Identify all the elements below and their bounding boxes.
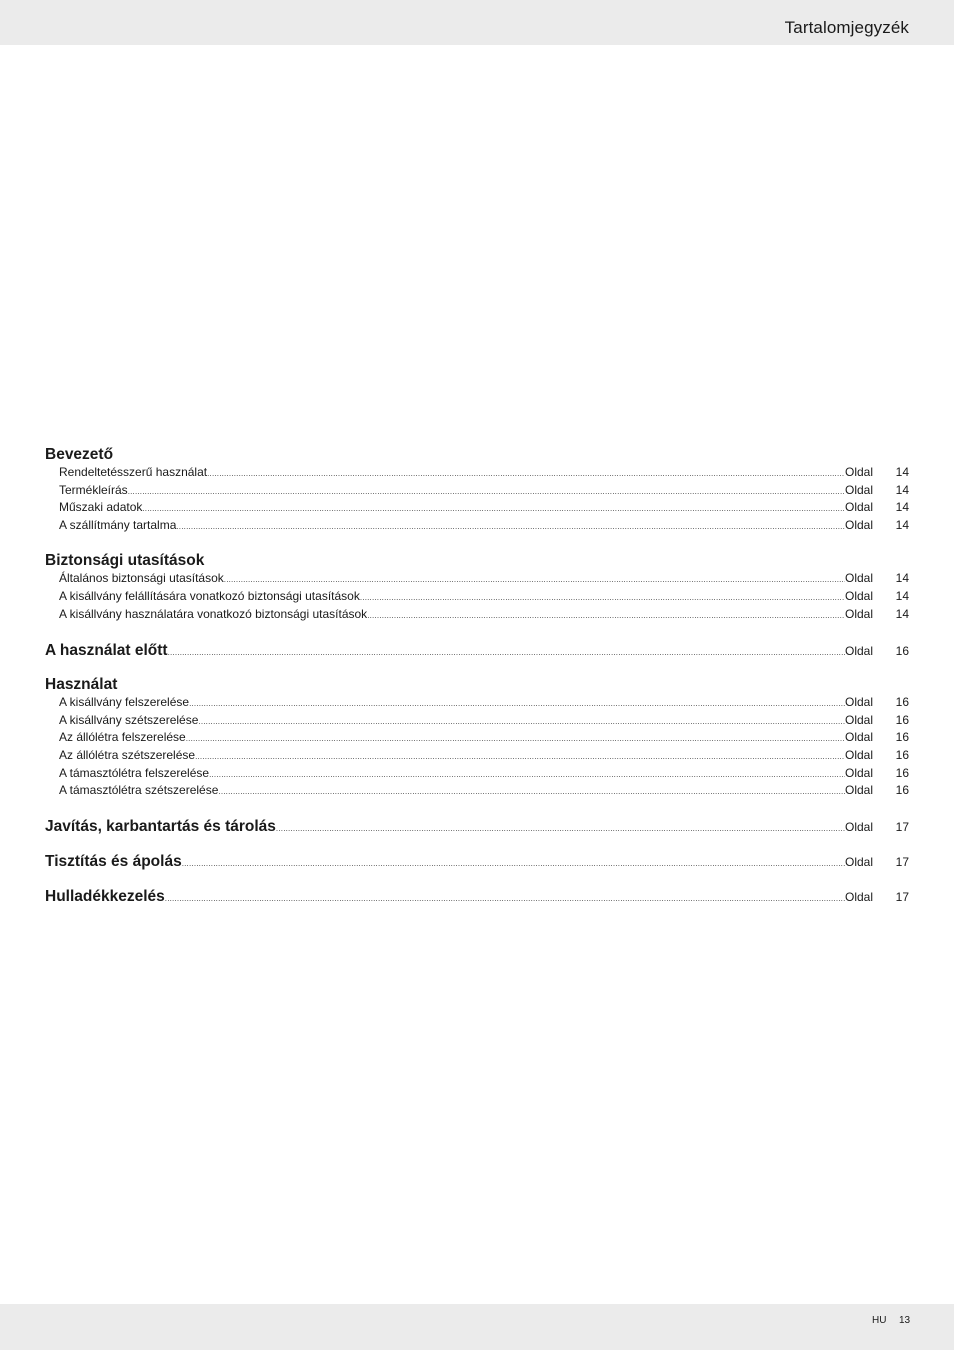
- page-number: 14: [895, 465, 909, 479]
- page-number: 16: [895, 747, 909, 762]
- page-number: 17: [895, 820, 909, 835]
- entry-label: A kisállvány használatára vonatkozó biztonsági utasítások: [59, 606, 368, 621]
- dot-leader: [360, 589, 845, 607]
- toc-entry-main[interactable]: [45, 852, 909, 887]
- page-word: Oldal: [845, 855, 874, 870]
- entry-label: Az állólétra felszerelése: [59, 730, 186, 745]
- page-word: Oldal: [845, 500, 874, 515]
- toc-entry[interactable]: [45, 464, 909, 482]
- toc-entry-main[interactable]: [45, 887, 909, 922]
- page-word: Oldal: [845, 890, 874, 905]
- entry-label: Termékleírás: [59, 482, 128, 497]
- page-number: 14: [895, 518, 909, 533]
- page-number: 17: [895, 890, 909, 905]
- page-word: Oldal: [845, 588, 874, 603]
- toc-entry[interactable]: [45, 782, 909, 800]
- page-number: 16: [895, 783, 909, 798]
- table-of-contents: [45, 446, 909, 922]
- dot-leader: [165, 889, 845, 909]
- toc-entry[interactable]: [45, 747, 909, 765]
- page-number: 14: [895, 606, 909, 621]
- toc-section-biztonsagi: [45, 552, 909, 623]
- toc-entry[interactable]: [45, 588, 909, 606]
- entry-label: Tisztítás és ápolás: [45, 853, 182, 871]
- entry-label: A támasztólétra szétszerelése: [59, 783, 219, 798]
- page-word: Oldal: [845, 482, 874, 497]
- toc-entry[interactable]: [45, 570, 909, 588]
- dot-leader: [276, 819, 845, 839]
- dot-leader: [189, 695, 845, 713]
- toc-entry-main[interactable]: [45, 817, 909, 852]
- page-number: 14: [895, 482, 909, 497]
- entry-label: A szállítmány tartalma: [59, 518, 177, 533]
- section-heading: Biztonsági utasítások: [45, 552, 205, 570]
- page-number: 16: [895, 765, 909, 780]
- entry-label: A kisállvány szétszerelése: [59, 712, 199, 727]
- toc-entry[interactable]: [45, 765, 909, 783]
- dot-leader: [209, 766, 845, 784]
- page-number: 16: [895, 712, 909, 727]
- section-heading: Bevezető: [45, 446, 114, 463]
- dot-leader: [168, 643, 845, 663]
- dot-leader: [142, 500, 845, 518]
- toc-entry-main[interactable]: [45, 641, 909, 676]
- entry-label: Az állólétra szétszerelése: [59, 747, 196, 762]
- entry-label: Műszaki adatok: [59, 500, 143, 515]
- page-word: Oldal: [845, 465, 874, 479]
- entry-label: Hulladékkezelés: [45, 888, 165, 906]
- page-word: Oldal: [845, 606, 874, 621]
- dot-leader: [367, 607, 845, 625]
- page-number: 14: [895, 500, 909, 515]
- entry-label: A használat előtt: [45, 641, 168, 659]
- page-number: 16: [895, 730, 909, 745]
- dot-leader: [128, 483, 845, 501]
- toc-section-hasznalat: [45, 676, 909, 800]
- section-heading: Használat: [45, 675, 118, 693]
- page-number: 14: [895, 588, 909, 603]
- dot-leader: [176, 518, 845, 536]
- footer-bar: [0, 1304, 954, 1350]
- toc-entry[interactable]: [45, 517, 909, 535]
- dot-leader: [198, 713, 845, 731]
- page-number-footer: 13: [899, 1315, 911, 1326]
- page-number: 14: [895, 571, 909, 586]
- entry-label: A kisállvány felszerelése: [59, 694, 190, 709]
- page-number: 16: [895, 643, 909, 658]
- entry-label: Rendeltetésszerű használat: [59, 465, 208, 479]
- language-code: HU: [872, 1315, 887, 1326]
- page-word: Oldal: [845, 820, 874, 835]
- page-title: Tartalomjegyzék: [784, 18, 909, 37]
- toc-entry[interactable]: [45, 482, 909, 500]
- dot-leader: [182, 854, 845, 874]
- page-word: Oldal: [845, 747, 874, 762]
- entry-label: A kisállvány felállítására vonatkozó biztonsági utasítások: [59, 588, 360, 603]
- page-word: Oldal: [845, 571, 874, 586]
- toc-entry[interactable]: [45, 712, 909, 730]
- toc-entry[interactable]: [45, 729, 909, 747]
- page-word: Oldal: [845, 518, 874, 533]
- entry-label: A támasztólétra felszerelése: [59, 765, 210, 780]
- dot-leader: [224, 571, 845, 589]
- dot-leader: [195, 748, 845, 766]
- dot-leader: [218, 783, 845, 801]
- toc-entry[interactable]: [45, 606, 909, 624]
- page-word: Oldal: [845, 643, 874, 658]
- dot-leader: [207, 465, 845, 483]
- page-word: Oldal: [845, 712, 874, 727]
- entry-label: Általános biztonsági utasítások: [59, 571, 224, 586]
- entry-label: Javítás, karbantartás és tárolás: [45, 818, 276, 836]
- toc-entry[interactable]: [45, 499, 909, 517]
- toc-section-bevezeto: [45, 446, 909, 535]
- page-word: Oldal: [845, 730, 874, 745]
- page-word: Oldal: [845, 783, 874, 798]
- dot-leader: [186, 730, 845, 748]
- page-word: Oldal: [845, 765, 874, 780]
- page-number: 17: [895, 855, 909, 870]
- page-word: Oldal: [845, 694, 874, 709]
- toc-entry[interactable]: [45, 694, 909, 712]
- page-number: 16: [895, 694, 909, 709]
